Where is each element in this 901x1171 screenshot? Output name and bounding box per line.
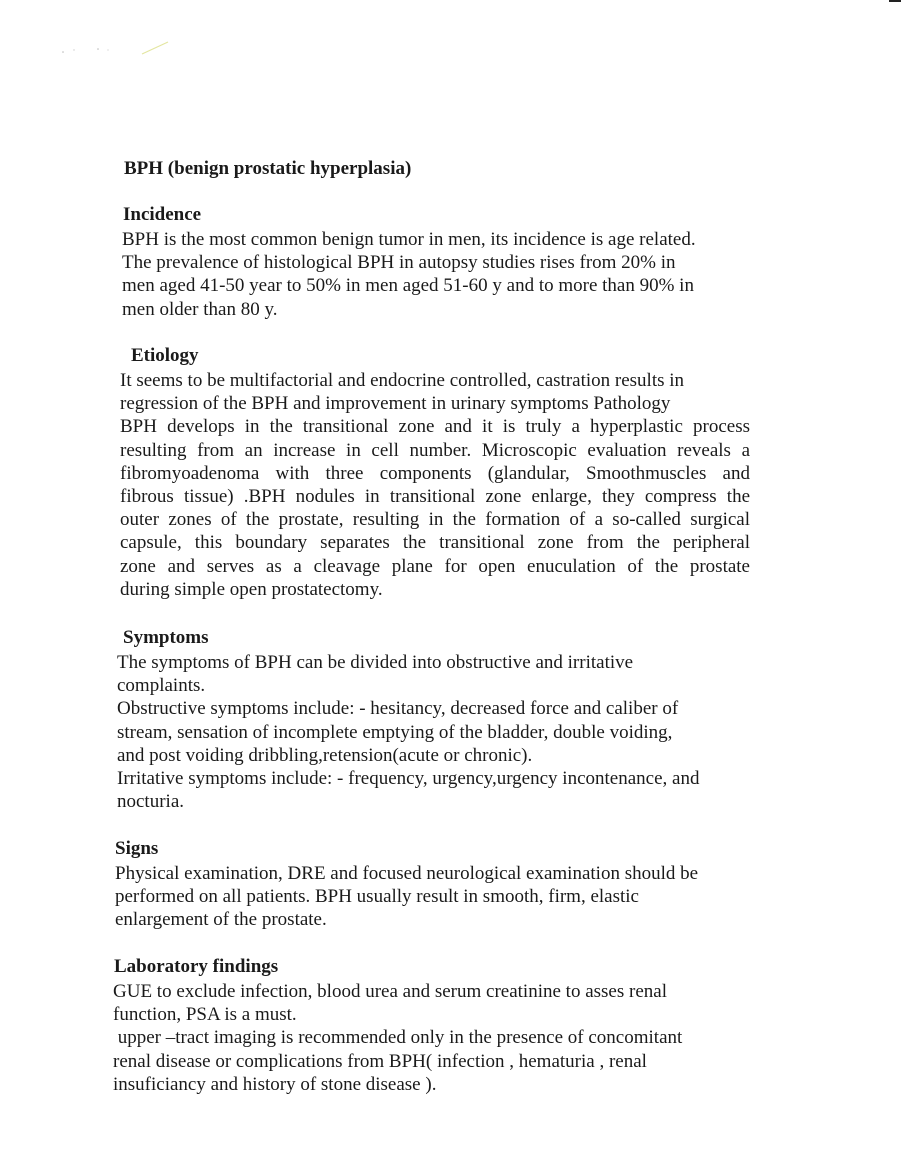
text-line: and post voiding dribbling,retension(acute or chronic). [117,744,533,766]
paragraph-incidence [122,228,742,321]
section-heading-laboratory: Laboratory findings [114,956,279,977]
text-line: insuficiancy and history of stone disease ). [113,1073,437,1095]
text-line: capsule, this boundary separates the transitional zone from the peripheral [120,532,750,554]
text-line: Obstructive symptoms include: - hesitancy, decreased force and caliber of [117,698,679,720]
text-line: It seems to be multifactorial and endocrine controlled, castration results in [120,370,685,391]
paragraph-laboratory [113,980,753,1096]
text-line: regression of the BPH and improvement in urinary symptoms Pathology [120,393,671,415]
text-line: function, PSA is a must. [113,1004,297,1026]
section-heading-etiology: Etiology [131,345,199,366]
text-line: performed on all patients. BPH usually result in smooth, firm, elastic [115,886,639,908]
section-heading-signs: Signs [115,838,159,859]
paragraph-symptoms [117,651,757,813]
text-line: GUE to exclude infection, blood urea and serum creatinine to asses renal [113,981,667,1002]
paragraph-signs [115,862,755,932]
text-line: men older than 80 y. [122,298,278,320]
text-line: The prevalence of histological BPH in autopsy studies rises from 20% in [122,252,676,274]
text-line: fibromyoadenoma with three components (glandular, Smoothmuscles and [120,462,750,484]
text-line: outer zones of the prostate, resulting in the formation of a so-called surgical [120,509,750,531]
page-title: BPH (benign prostatic hyperplasia) [124,158,412,179]
text-line: renal disease or complications from BPH( infection , hematuria , renal [113,1050,647,1072]
text-line: resulting from an increase in cell number. Microscopic evaluation reveals a [120,439,750,461]
text-line: Physical examination, DRE and focused neurological examination should be [115,863,699,884]
text-line: BPH develops in the transitional zone and it is truly a hyperplastic process [120,416,750,438]
paragraph-etiology [120,369,750,601]
text-line: BPH is the most common benign tumor in men, its incidence is age related. [122,229,696,250]
text-line: fibrous tissue) .BPH nodules in transitional zone enlarge, they compress the [120,486,750,508]
text-line: stream, sensation of incomplete emptying of the bladder, double voiding, [117,721,673,743]
section-heading-symptoms: Symptoms [123,627,209,648]
text-line: Irritative symptoms include: - frequency, urgency,urgency incontenance, and [117,768,700,790]
pen-stroke-mark [140,40,170,56]
text-line: men aged 41-50 year to 50% in men aged 51-60 y and to more than 90% in [122,275,694,297]
section-heading-incidence: Incidence [123,204,202,225]
text-line: The symptoms of BPH can be divided into obstructive and irritative [117,652,634,673]
text-line: during simple open prostatectomy. [120,578,383,600]
text-line: nocturia. [117,791,185,813]
scan-specks [60,44,120,56]
text-line: enlargement of the prostate. [115,909,327,931]
text-line: complaints. [117,675,206,697]
text-line: upper –tract imaging is recommended only in the presence of concomitant [113,1027,683,1049]
text-line: zone and serves as a cleavage plane for open enuculation of the prostate [120,555,750,577]
scan-edge-mark [889,0,901,2]
